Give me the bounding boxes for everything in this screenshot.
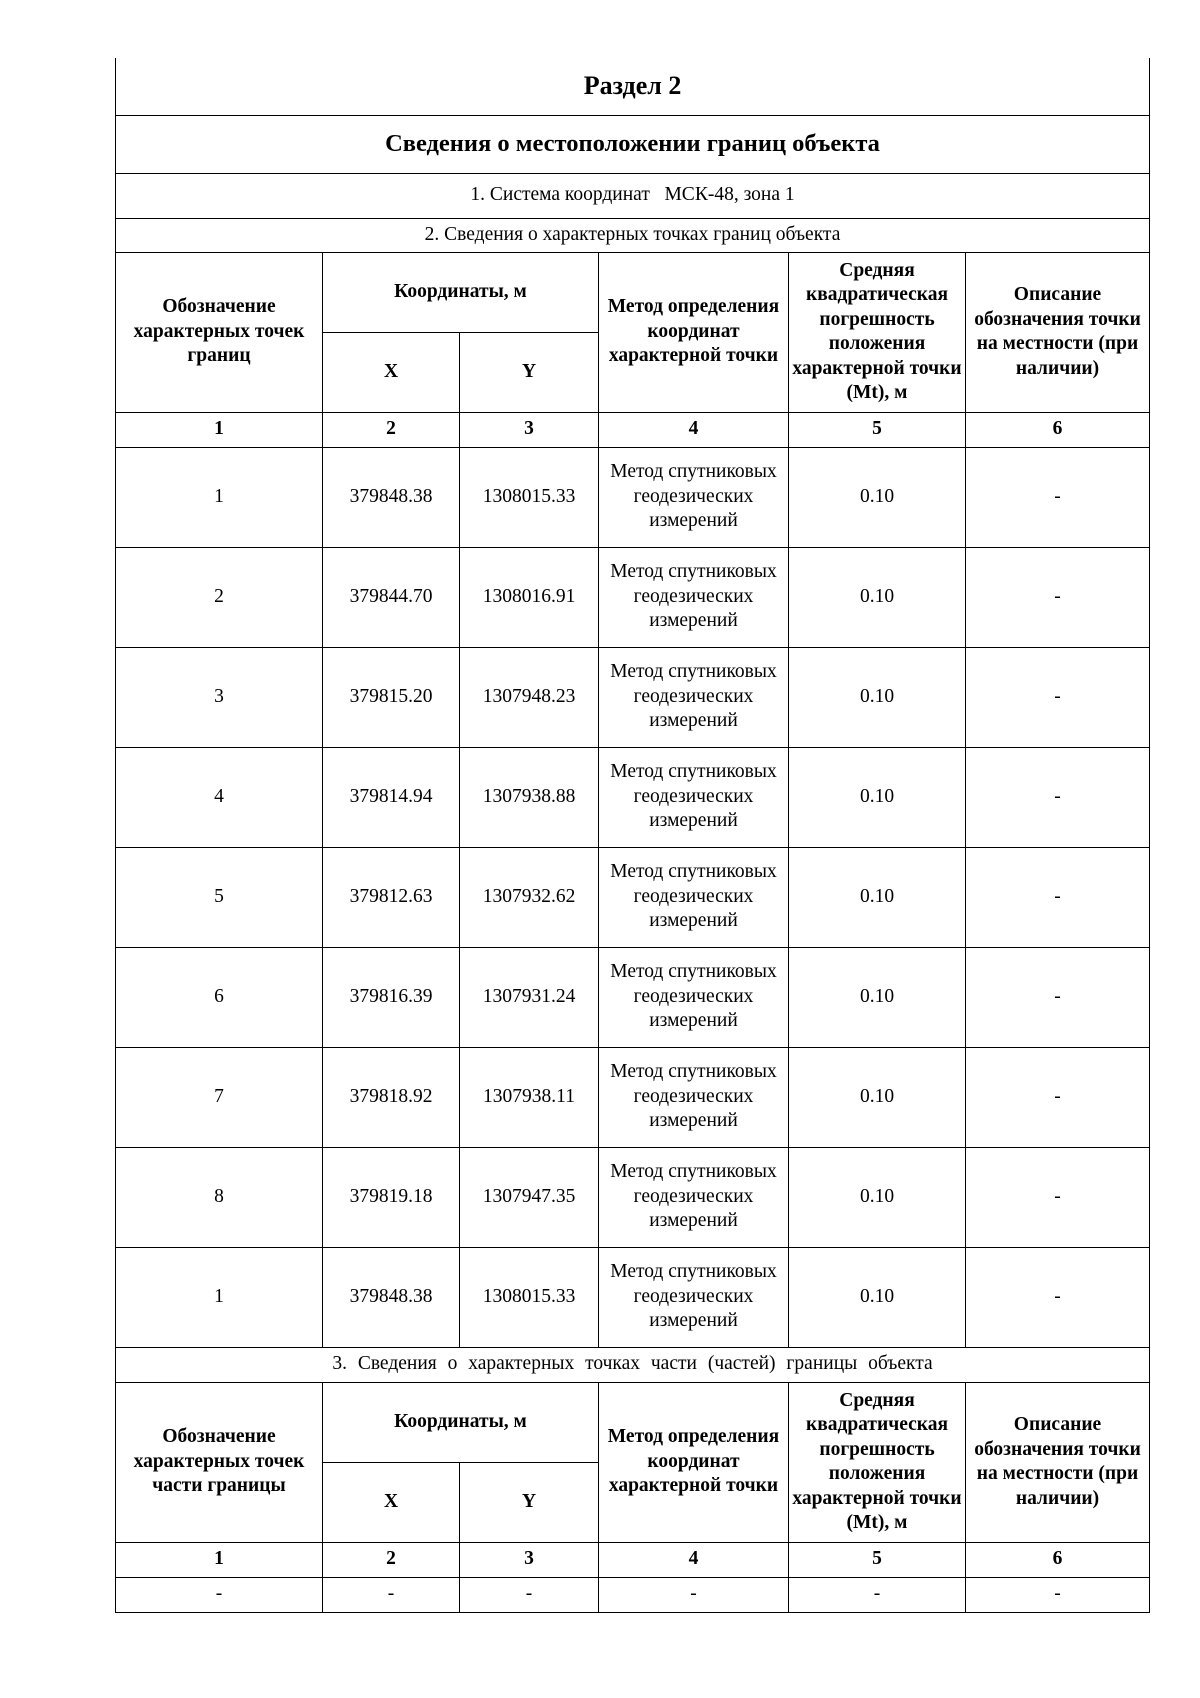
point-number: 8 bbox=[116, 1147, 323, 1247]
point-y: 1307938.88 bbox=[460, 747, 599, 847]
point-error: 0.10 bbox=[789, 747, 966, 847]
point-y: 1308015.33 bbox=[460, 447, 599, 547]
col-number: 1 bbox=[116, 1542, 323, 1577]
point-description: - bbox=[966, 747, 1150, 847]
header-description: Описание обозначения точки на местности (при наличии) bbox=[966, 252, 1150, 412]
point-row bbox=[116, 1147, 1150, 1247]
section-number: Раздел 2 bbox=[116, 58, 1150, 115]
points-section-title: 2. Сведения о характерных точках границ объекта bbox=[116, 218, 1150, 252]
parts-method: - bbox=[599, 1577, 789, 1612]
point-y: 1307948.23 bbox=[460, 647, 599, 747]
parts-header-coords: Координаты, м bbox=[323, 1382, 599, 1462]
point-error: 0.10 bbox=[789, 447, 966, 547]
point-x: 379814.94 bbox=[323, 747, 460, 847]
point-error: 0.10 bbox=[789, 547, 966, 647]
col-number: 6 bbox=[966, 1542, 1150, 1577]
point-y: 1307932.62 bbox=[460, 847, 599, 947]
parts-error: - bbox=[789, 1577, 966, 1612]
col-number: 2 bbox=[323, 1542, 460, 1577]
point-method: Метод спутниковых геодезических измерений bbox=[599, 1047, 789, 1147]
point-error: 0.10 bbox=[789, 847, 966, 947]
point-method: Метод спутниковых геодезических измерений bbox=[599, 1147, 789, 1247]
parts-y: - bbox=[460, 1577, 599, 1612]
point-method: Метод спутниковых геодезических измерений bbox=[599, 947, 789, 1047]
point-description: - bbox=[966, 1047, 1150, 1147]
point-error: 0.10 bbox=[789, 947, 966, 1047]
point-description: - bbox=[966, 647, 1150, 747]
point-method: Метод спутниковых геодезических измерений bbox=[599, 547, 789, 647]
parts-header-method: Метод определения координат характерной точки bbox=[599, 1382, 789, 1542]
point-x: 379848.38 bbox=[323, 447, 460, 547]
point-row bbox=[116, 747, 1150, 847]
coord-system-row bbox=[116, 173, 1150, 218]
point-number: 1 bbox=[116, 1247, 323, 1347]
point-number: 4 bbox=[116, 747, 323, 847]
boundary-table-body bbox=[116, 58, 1150, 1612]
parts-column-numbers-row bbox=[116, 1542, 1150, 1577]
point-row bbox=[116, 447, 1150, 547]
point-x: 379844.70 bbox=[323, 547, 460, 647]
point-y: 1307931.24 bbox=[460, 947, 599, 1047]
point-description: - bbox=[966, 1247, 1150, 1347]
point-error: 0.10 bbox=[789, 1047, 966, 1147]
point-y: 1308015.33 bbox=[460, 1247, 599, 1347]
header-coords: Координаты, м bbox=[323, 252, 599, 332]
point-x: 379816.39 bbox=[323, 947, 460, 1047]
point-x: 379812.63 bbox=[323, 847, 460, 947]
point-x: 379815.20 bbox=[323, 647, 460, 747]
point-x: 379818.92 bbox=[323, 1047, 460, 1147]
point-number: 5 bbox=[116, 847, 323, 947]
point-description: - bbox=[966, 847, 1150, 947]
parts-header-x: X bbox=[323, 1462, 460, 1542]
header-error: Средняя квадратическая погрешность положения характерной точки (Mt), м bbox=[789, 252, 966, 412]
point-method: Метод спутниковых геодезических измерений bbox=[599, 647, 789, 747]
point-error: 0.10 bbox=[789, 1247, 966, 1347]
point-method: Метод спутниковых геодезических измерений bbox=[599, 847, 789, 947]
parts-number: - bbox=[116, 1577, 323, 1612]
col-number: 6 bbox=[966, 412, 1150, 447]
point-row bbox=[116, 547, 1150, 647]
point-row bbox=[116, 1247, 1150, 1347]
column-numbers-row bbox=[116, 412, 1150, 447]
parts-header-error: Средняя квадратическая погрешность положения характерной точки (Mt), м bbox=[789, 1382, 966, 1542]
coord-system-label: 1. Система координат bbox=[470, 184, 650, 206]
point-y: 1308016.91 bbox=[460, 547, 599, 647]
point-description: - bbox=[966, 947, 1150, 1047]
col-number: 4 bbox=[599, 1542, 789, 1577]
point-error: 0.10 bbox=[789, 1147, 966, 1247]
point-number: 1 bbox=[116, 447, 323, 547]
parts-x: - bbox=[323, 1577, 460, 1612]
col-number: 3 bbox=[460, 1542, 599, 1577]
col-number: 2 bbox=[323, 412, 460, 447]
header-x: X bbox=[323, 332, 460, 412]
point-row bbox=[116, 847, 1150, 947]
point-method: Метод спутниковых геодезических измерений bbox=[599, 447, 789, 547]
parts-header-description: Описание обозначения точки на местности (при наличии) bbox=[966, 1382, 1150, 1542]
point-number: 7 bbox=[116, 1047, 323, 1147]
parts-row bbox=[116, 1577, 1150, 1612]
point-method: Метод спутниковых геодезических измерений bbox=[599, 1247, 789, 1347]
col-number: 1 bbox=[116, 412, 323, 447]
point-x: 379848.38 bbox=[323, 1247, 460, 1347]
header-designation: Обозначение характерных точек границ bbox=[116, 252, 323, 412]
parts-description: - bbox=[966, 1577, 1150, 1612]
point-description: - bbox=[966, 447, 1150, 547]
section-title: Сведения о местоположении границ объекта bbox=[116, 115, 1150, 173]
document-page bbox=[115, 58, 1149, 1613]
point-row bbox=[116, 647, 1150, 747]
point-number: 3 bbox=[116, 647, 323, 747]
point-row bbox=[116, 947, 1150, 1047]
header-y: Y bbox=[460, 332, 599, 412]
parts-header-y: Y bbox=[460, 1462, 599, 1542]
header-method: Метод определения координат характерной точки bbox=[599, 252, 789, 412]
point-y: 1307947.35 bbox=[460, 1147, 599, 1247]
point-error: 0.10 bbox=[789, 647, 966, 747]
parts-header-designation: Обозначение характерных точек части границы bbox=[116, 1382, 323, 1542]
point-description: - bbox=[966, 1147, 1150, 1247]
point-y: 1307938.11 bbox=[460, 1047, 599, 1147]
point-method: Метод спутниковых геодезических измерений bbox=[599, 747, 789, 847]
point-description: - bbox=[966, 547, 1150, 647]
point-row bbox=[116, 1047, 1150, 1147]
coord-system-value: МСК-48, зона 1 bbox=[664, 184, 795, 206]
parts-section-title: 3. Сведения о характерных точках части (частей) границы объекта bbox=[116, 1347, 1150, 1382]
col-number: 3 bbox=[460, 412, 599, 447]
point-number: 6 bbox=[116, 947, 323, 1047]
point-x: 379819.18 bbox=[323, 1147, 460, 1247]
col-number: 5 bbox=[789, 412, 966, 447]
point-number: 2 bbox=[116, 547, 323, 647]
col-number: 5 bbox=[789, 1542, 966, 1577]
boundary-table bbox=[115, 58, 1150, 1613]
col-number: 4 bbox=[599, 412, 789, 447]
